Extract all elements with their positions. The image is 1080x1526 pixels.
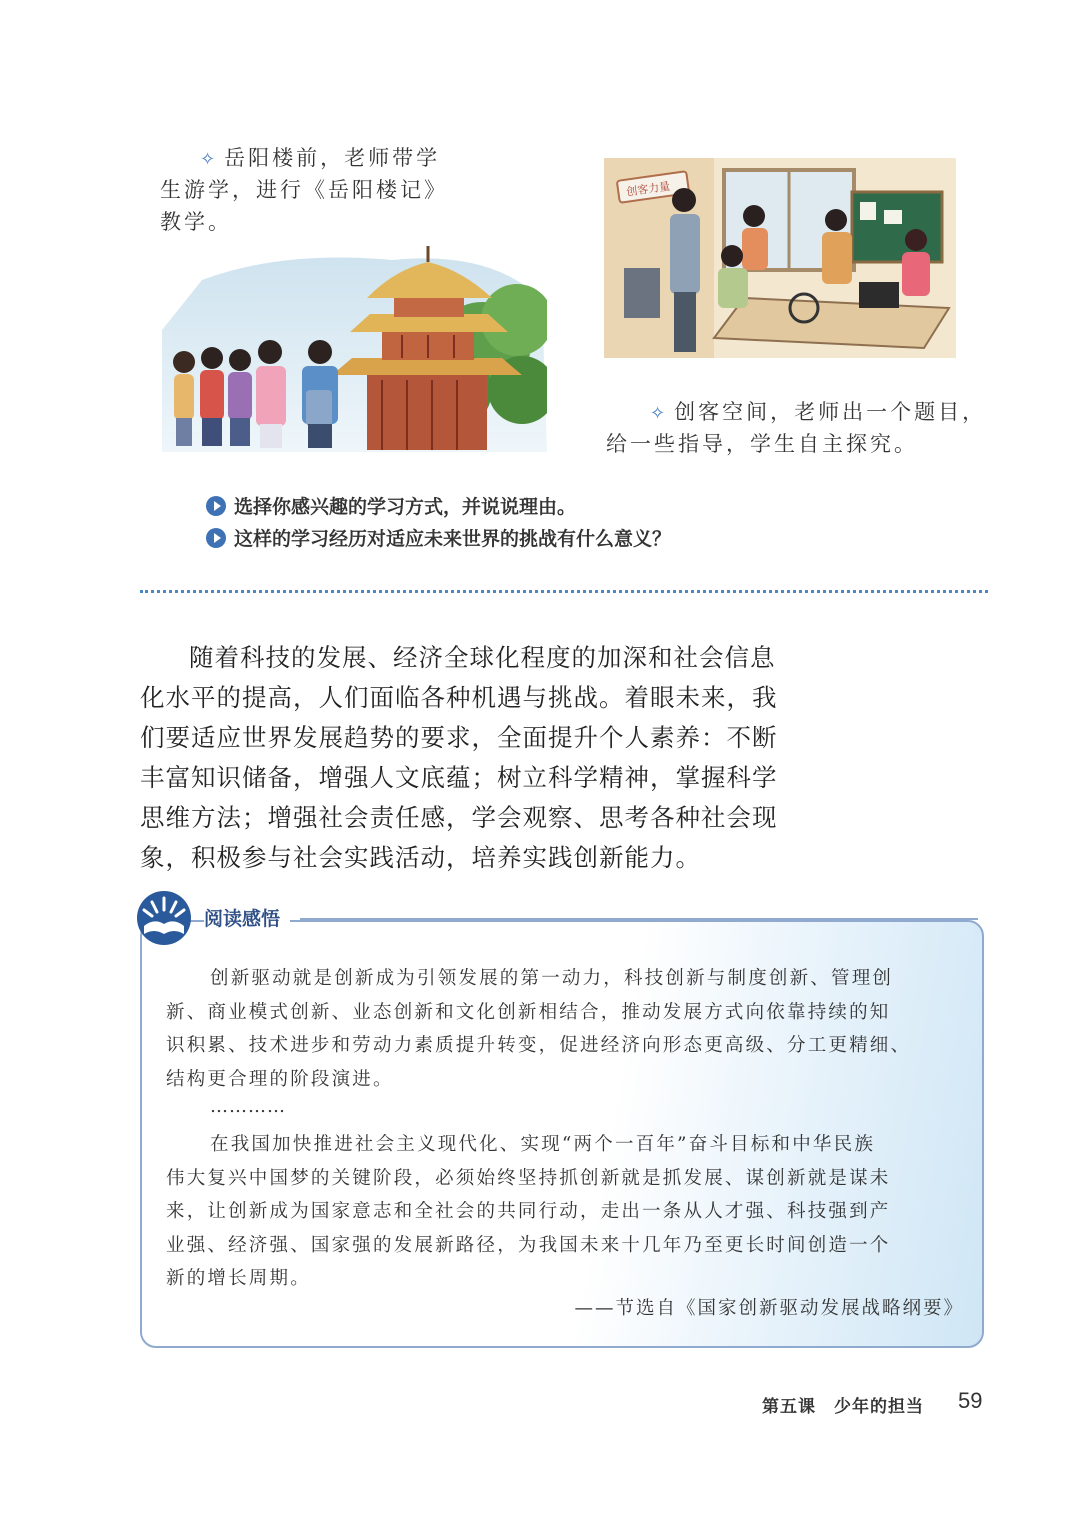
reading-paragraph-1: 创新驱动就是创新成为引领发展的第一动力，科技创新与制度创新、管理创 新、商业模式创新、业态创新和文化创新相结合，推动发展方式向依靠持续的知 识积累、技术进步和劳动力素质提升转变，促进经济向形态更高级、分工更精细、 结构更合理的阶段演进。 (166, 968, 912, 1090)
footer-lesson: 第五课 少年的担当 (762, 1397, 924, 1417)
section-divider (140, 590, 988, 593)
question-2: 这样的学习经历对适应未来世界的挑战有什么意义？ (206, 524, 671, 551)
diamond-icon: ✧ (200, 149, 219, 170)
caption-maker: ✧ 创客空间，老师出一个题目， (650, 400, 987, 424)
reading-title: 阅读感悟 (204, 904, 290, 931)
play-bullet-icon (206, 496, 226, 516)
reading-paragraph-2: 在我国加快推进社会主义现代化、实现“两个一百年”奋斗目标和中华民族 伟大复兴中国梦的关键阶段，必须始终坚持抓创新就是抓发展、谋创新就是谋未 来，让创新成为国家意志和全社会的共同行动，走出一条从人才强、科技强到产 业强、经济强、国家强的发展新路径，为我国未来十几年乃至更长时间创造一个 新的增长周期。 (166, 1134, 891, 1289)
main-paragraph: 随着科技的发展、经济全球化程度的加深和社会信息 化水平的提高，人们面临各种机遇与挑战。着眼未来，我 们要适应世界发展趋势的要求，全面提升个人素养：不断 丰富知识储备，增强人文底蕴；树立科学精神，掌握科学 思维方法；增强社会责任感，学会观察、思考各种社会现 象，积极参与社会实践活动，培养实践创新能力。 (140, 643, 778, 872)
caption-yueyang-line2: 生游学，进行《岳阳楼记》 (160, 178, 448, 202)
reading-badge-icon (136, 890, 192, 946)
play-bullet-icon (206, 528, 226, 548)
diamond-icon: ✧ (650, 403, 669, 424)
maker-space-illustration (604, 158, 956, 358)
reading-title-rule (300, 918, 978, 920)
caption-maker-line2: 给一些指导，学生自主探究。 (606, 432, 918, 456)
page-number: 59 (958, 1388, 983, 1413)
reading-ellipsis: ………… (210, 1096, 286, 1117)
caption-yueyang-line3: 教学。 (160, 210, 232, 234)
reading-source: ——节选自《国家创新驱动发展战略纲要》 (574, 1298, 964, 1319)
question-1: 选择你感兴趣的学习方式，并说说理由。 (206, 492, 576, 519)
yueyang-tower-illustration (162, 240, 547, 452)
caption-yueyang: ✧ 岳阳楼前，老师带学 (200, 146, 441, 170)
svg-text:创客力量: 创客力量 (625, 179, 671, 199)
